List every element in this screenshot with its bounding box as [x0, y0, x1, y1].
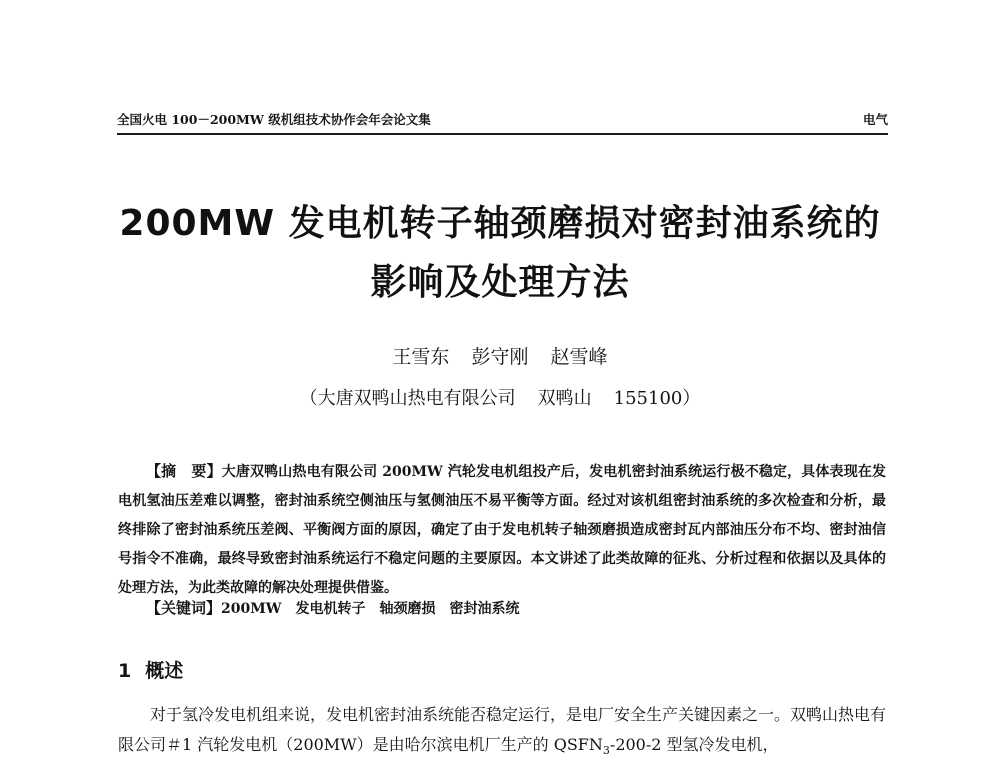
model-subscript: 3 — [602, 744, 610, 758]
keyword: 密封油系统 — [449, 601, 520, 617]
body-paragraph — [118, 700, 886, 766]
section-number: 1 — [118, 660, 132, 682]
paper-title-line-1: 200MW 发电机转子轴颈磨损对密封油系统的 — [119, 203, 881, 244]
author-name: 彭守刚 — [471, 346, 529, 368]
affiliation-open-paren: （ — [299, 388, 318, 409]
abstract — [118, 457, 886, 603]
affiliation-close-paren: ） — [682, 388, 701, 409]
affiliation-org: 大唐双鸭山热电有限公司 — [317, 388, 516, 409]
affiliation — [0, 384, 1000, 410]
abstract-text: 大唐双鸭山热电有限公司 200MW 汽轮发电机组投产后，发电机密封油系统运行极不稳定，具体表现在发电机氢油压差难以调整，密封油系统空侧油压与氢侧油压不易平衡等方面。经过对该机组密封油系统的多次检查和分析，最终排除了密封油系统压差阀、平衡阀方面的原因，确定了由于发电机转子轴颈磨损造成密封瓦内部油压分布不均、密封油信号指令不准确，最终导致密封油系统运行不稳定问题的主要原因。本文讲述了此类故障的征兆、分析过程和依据以及具体的处理方法，为此类故障的解决处理提供借鉴。 — [118, 464, 886, 596]
header-proceedings-title: 全国火电 100－200MW 级机组技术协作会年会论文集 — [117, 112, 431, 127]
author-name: 王雪东 — [392, 346, 450, 368]
paper-title-line-2: 影响及处理方法 — [370, 262, 630, 303]
section-heading — [118, 656, 183, 683]
running-header — [117, 107, 888, 135]
author-list — [0, 342, 1000, 369]
paragraph-text: 对于氢冷发电机组来说，发电机密封油系统能否稳定运行，是电厂安全生产关键因素之一。双鸭山热电有限公司＃1 汽轮发电机（200MW）是由哈尔滨电机厂生产的 QSFN — [118, 705, 887, 754]
keywords-label: 【关键词】 — [146, 599, 222, 617]
keywords — [146, 597, 533, 618]
paragraph-text-continued: -200-2 型氢冷发电机， — [609, 735, 779, 754]
keyword: 200MW 发电机转子 — [221, 601, 366, 617]
header-section-label: 电气 — [862, 112, 888, 127]
affiliation-zip: 155100 — [613, 388, 683, 409]
author-name: 赵雪峰 — [550, 346, 608, 368]
keyword: 轴颈磨损 — [379, 601, 436, 617]
abstract-label: 【摘 要】 — [146, 462, 222, 480]
section-title: 概述 — [145, 660, 184, 682]
affiliation-place: 双鸭山 — [537, 388, 592, 409]
